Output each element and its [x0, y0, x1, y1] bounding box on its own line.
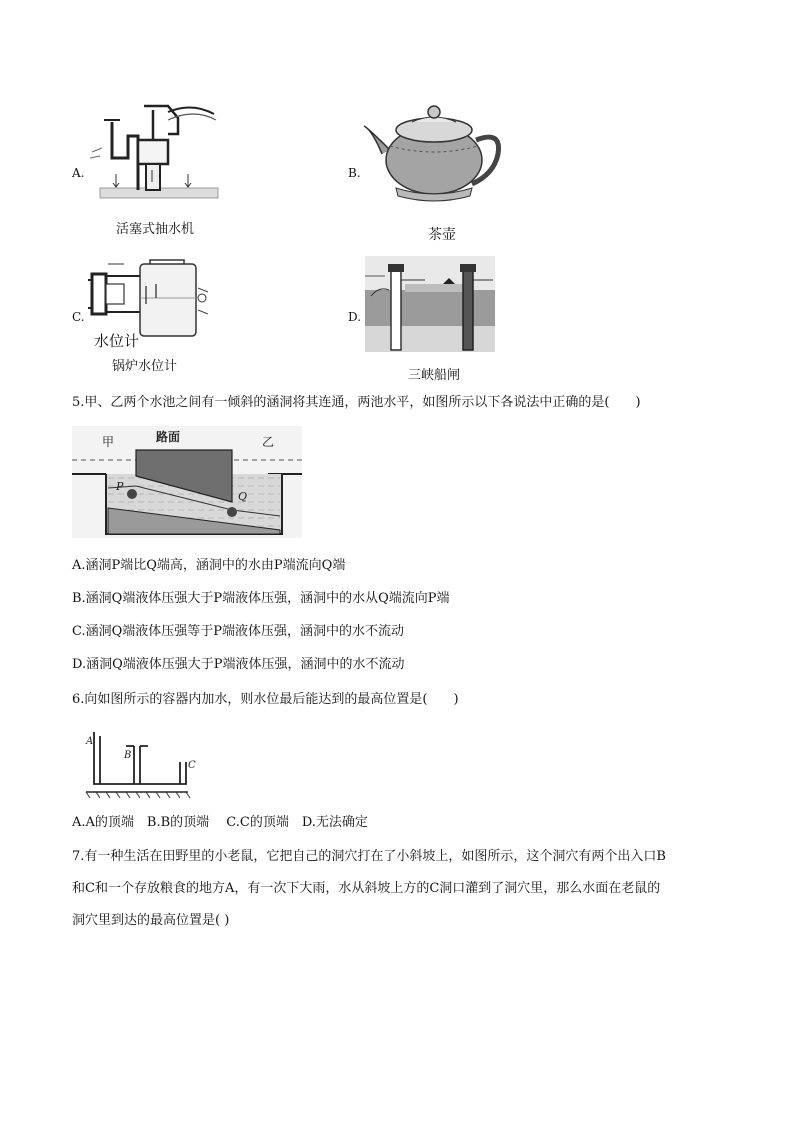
- teapot-figure: [362, 100, 507, 220]
- option-d-caption: 三峡船闸: [408, 368, 461, 383]
- q6-options: A.A的顶端 B.B的顶端 C.C的顶端 D.无法确定: [72, 815, 368, 830]
- q7-line-2: 和C和一个存放粮食的地方A，有一次下大雨，水从斜坡上方的C洞口灌到了洞穴里，那么水面在老鼠的: [72, 881, 661, 896]
- pool-jia-label: 甲: [102, 435, 115, 449]
- container-c-label: C: [188, 760, 196, 771]
- q7-line-3: 洞穴里到达的最高位置是( ): [72, 913, 230, 928]
- option-c-caption: 锅炉水位计: [112, 359, 178, 374]
- container-a-label: A: [86, 736, 94, 747]
- option-b-letter: B.: [348, 166, 361, 180]
- q5-option-b: B.涵洞Q端液体压强大于P端液体压强，涵洞中的水从Q端流向P端: [72, 591, 450, 606]
- piston-pump-figure: [82, 100, 222, 210]
- p-end-label: P: [116, 480, 124, 493]
- q-end-label: Q: [238, 490, 248, 503]
- water-gauge-label: 水位计: [94, 332, 140, 350]
- q5-option-c: C.涵洞Q端液体压强等于P端液体压强，涵洞中的水不流动: [72, 624, 405, 639]
- option-c-letter: C.: [72, 310, 85, 324]
- option-b-caption: 茶壶: [428, 227, 456, 243]
- option-a-caption: 活塞式抽水机: [116, 222, 195, 237]
- option-d-letter: D.: [348, 310, 362, 324]
- boiler-gauge-figure: [84, 258, 212, 340]
- culvert-figure: [72, 426, 302, 538]
- pool-yi-label: 乙: [262, 435, 275, 449]
- q6-stem: 6.向如图所示的容器内加水，则水位最后能达到的最高位置是( ): [72, 692, 459, 707]
- container-figure: [80, 722, 200, 802]
- q7-line-1: 7.有一种生活在田野里的小老鼠，它把自己的洞穴打在了小斜坡上，如图所示，这个洞穴有两个出入口B: [72, 849, 666, 864]
- road-label: 路面: [156, 430, 181, 444]
- option-a-letter: A.: [72, 166, 85, 180]
- q5-stem: 5.甲、乙两个水池之间有一倾斜的涵洞将其连通，两池水平，如图所示以下各说法中正确的是( ): [72, 395, 641, 410]
- q5-option-a: A.涵洞P端比Q端高，涵洞中的水由P端流向Q端: [72, 558, 346, 573]
- q5-option-d: D.涵洞Q端液体压强大于P端液体压强，涵洞中的水不流动: [72, 657, 405, 672]
- container-b-label: B: [124, 750, 132, 761]
- ship-lock-figure: [365, 256, 495, 352]
